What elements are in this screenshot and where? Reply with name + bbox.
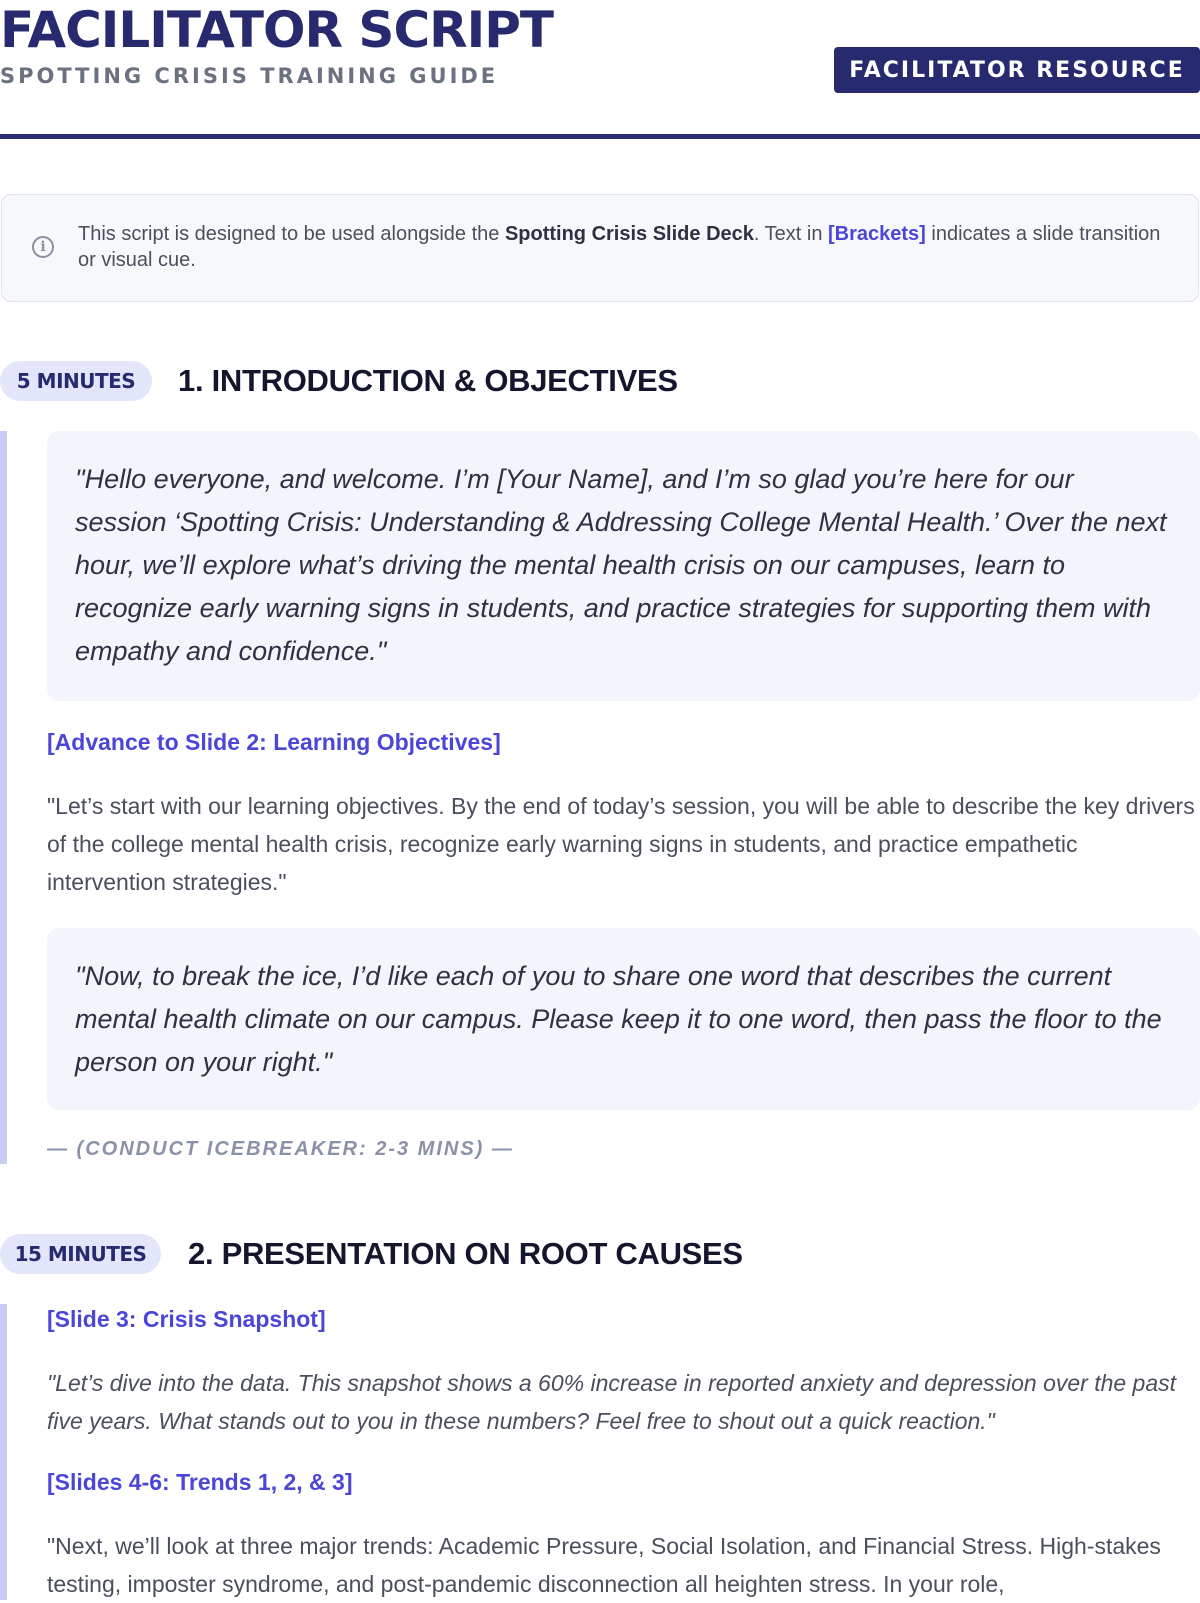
info-text-before: This script is designed to be used alongside the xyxy=(78,223,505,245)
section-2-header xyxy=(0,1234,1200,1274)
info-bracket-example: [Brackets] xyxy=(828,223,926,245)
info-deck-name: Spotting Crisis Slide Deck xyxy=(504,223,754,245)
section-2-duration-badge: 15 MINUTES xyxy=(0,1234,161,1274)
page-subtitle: SPOTTING CRISIS TRAINING GUIDE xyxy=(0,64,499,88)
section-2-accent-bar xyxy=(0,1304,7,1600)
section-2-title: 2. PRESENTATION ON ROOT CAUSES xyxy=(188,1236,743,1271)
section-2-slide-cue-snapshot: [Slide 3: Crisis Snapshot] xyxy=(47,1306,326,1332)
section-1-header xyxy=(0,361,1200,401)
section-1-quote-welcome: "Hello everyone, and welcome. I’m [Your Name], and I’m so glad you’re here for our session ‘Spotting Crisis: Understanding & Addressing College Mental Health.’ Over the next hour, we’ll explore what’s driving the mental health crisis on our campuses, learn to recognize early warning signs in students, and practice strategies for supporting them with empathy and confidence." xyxy=(47,431,1200,701)
section-1-objectives-text: "Let’s start with our learning objectives. By the end of today’s session, you will be able to describe the key drivers of the college mental health crisis, recognize early warning signs in students, and practice empathetic intervention strategies." xyxy=(47,793,1195,895)
section-1-quote-icebreaker: "Now, to break the ice, I’d like each of you to share one word that describes the current mental health climate on our campus. Please keep it to one word, then pass the floor to the person on your right." xyxy=(47,928,1200,1110)
page-header xyxy=(0,0,1200,140)
section-2-trends-text: "Next, we’ll look at three major trends: Academic Pressure, Social Isolation, and Financial Stress. High-stakes testing, imposter syndrome, and post-pandemic disconnection all heighten stress. In your role, xyxy=(47,1533,1161,1597)
section-2-slide-cue-trends: [Slides 4-6: Trends 1, 2, & 3] xyxy=(47,1469,353,1495)
header-divider xyxy=(0,134,1200,139)
section-1-duration-badge: 5 MINUTES xyxy=(0,361,152,401)
section-1-title: 1. INTRODUCTION & OBJECTIVES xyxy=(178,363,678,398)
section-1-slide-cue: [Advance to Slide 2: Learning Objectives] xyxy=(47,729,501,755)
info-text xyxy=(78,221,1178,273)
page-title: FACILITATOR SCRIPT xyxy=(0,1,553,59)
section-1-stage-direction: — (CONDUCT ICEBREAKER: 2-3 MINS) — xyxy=(47,1138,514,1160)
info-text-after: indicates a slide transition or visual cue. xyxy=(78,223,1161,271)
info-text-middle: . Text in xyxy=(753,223,829,245)
facilitator-resource-badge: FACILITATOR RESOURCE xyxy=(834,47,1200,93)
section-2-snapshot-text: "Let’s dive into the data. This snapshot shows a 60% increase in reported anxiety and depression over the past five years. What stands out to you in these numbers? Feel free to shout out a quick reaction." xyxy=(47,1370,1177,1434)
info-callout xyxy=(1,194,1199,302)
info-icon: i xyxy=(32,236,54,258)
section-1-accent-bar xyxy=(0,431,7,1164)
